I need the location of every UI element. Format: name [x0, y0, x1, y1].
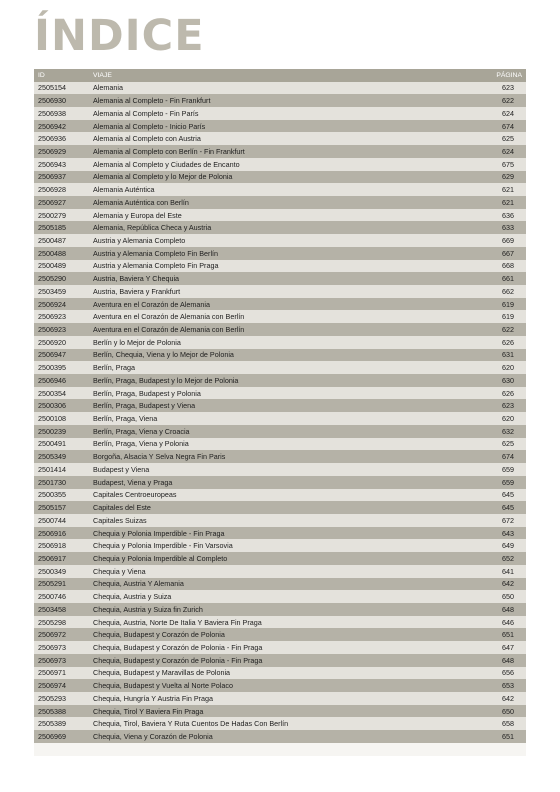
row-id: 2500488 [38, 248, 66, 258]
row-page: 636 [502, 210, 514, 220]
row-page: 625 [502, 439, 514, 449]
row-trip: Berlín, Praga, Budapest y Viena [93, 401, 196, 411]
row-id: 2506943 [38, 159, 66, 169]
column-header-trip: VIAJE [93, 71, 112, 79]
index-table [34, 69, 526, 756]
row-trip: Chequia y Polonia Imperdible - Fin Praga [93, 528, 225, 538]
row-id: 2506974 [38, 681, 66, 691]
row-trip: Budapest, Viena y Praga [93, 477, 173, 487]
table-row [34, 578, 526, 591]
row-page: 631 [502, 350, 514, 360]
row-id: 2505185 [38, 223, 66, 233]
row-page: 656 [502, 668, 514, 678]
row-trip: Alemania al Completo y lo Mejor de Polonia [93, 172, 233, 182]
row-page: 620 [502, 414, 514, 424]
table-row [34, 679, 526, 692]
table-row [34, 158, 526, 171]
row-trip: Alemania y Europa del Este [93, 210, 182, 220]
table-row [34, 107, 526, 120]
row-id: 2506947 [38, 350, 66, 360]
row-id: 2506916 [38, 528, 66, 538]
table-row [34, 285, 526, 298]
row-trip: Chequia, Tirol, Baviera Y Ruta Cuentos De Hadas Con Berlín [93, 719, 289, 729]
row-page: 649 [502, 541, 514, 551]
row-id: 2501730 [38, 477, 66, 487]
table-row [34, 221, 526, 234]
row-id: 2506942 [38, 121, 66, 131]
table-row [34, 641, 526, 654]
table-row [34, 717, 526, 730]
row-id: 2506936 [38, 134, 66, 144]
table-row [34, 272, 526, 285]
table-row [34, 450, 526, 463]
table-row [34, 692, 526, 705]
table-row [34, 234, 526, 247]
row-trip: Alemania Auténtica con Berlín [93, 197, 189, 207]
row-trip: Alemania al Completo con Berlín - Fin Frankfurt [93, 146, 245, 156]
row-page: 674 [502, 121, 514, 131]
row-trip: Aventura en el Corazón de Alemania [93, 299, 210, 309]
row-trip: Budapest y Viena [93, 464, 150, 474]
row-trip: Berlín, Praga, Viena [93, 414, 158, 424]
row-id: 2506973 [38, 655, 66, 665]
row-id: 2500108 [38, 414, 66, 424]
row-id: 2503459 [38, 286, 66, 296]
row-page: 629 [502, 172, 514, 182]
row-page: 623 [502, 83, 514, 93]
column-header-page: PÁGINA [496, 71, 522, 79]
row-page: 625 [502, 134, 514, 144]
row-trip: Chequia, Austria, Norte De Italia Y Baviera Fin Praga [93, 617, 262, 627]
row-page: 645 [502, 490, 514, 500]
row-trip: Berlín, Praga [93, 363, 135, 373]
table-row [34, 667, 526, 680]
row-trip: Borgoña, Alsacia Y Selva Negra Fin Paris [93, 452, 226, 462]
row-id: 2505388 [38, 706, 66, 716]
row-id: 2505349 [38, 452, 66, 462]
table-row [34, 501, 526, 514]
row-id: 2503458 [38, 604, 66, 614]
table-row [34, 336, 526, 349]
row-page: 621 [502, 185, 514, 195]
row-id: 2500491 [38, 439, 66, 449]
row-page: 641 [502, 566, 514, 576]
table-row [34, 94, 526, 107]
row-trip: Berlín y lo Mejor de Polonia [93, 337, 181, 347]
row-page: 667 [502, 248, 514, 258]
row-id: 2506924 [38, 299, 66, 309]
row-id: 2505293 [38, 693, 66, 703]
row-page: 633 [502, 223, 514, 233]
row-page: 624 [502, 108, 514, 118]
row-id: 2505389 [38, 719, 66, 729]
row-id: 2506923 [38, 312, 66, 322]
table-row [34, 514, 526, 527]
table-row [34, 616, 526, 629]
page-title: ÍNDICE [34, 11, 205, 61]
row-page: 669 [502, 235, 514, 245]
table-header [34, 69, 526, 82]
row-trip: Alemania [93, 83, 123, 93]
table-row [34, 171, 526, 184]
row-trip: Alemania al Completo - Fin Frankfurt [93, 96, 211, 106]
row-page: 630 [502, 375, 514, 385]
row-trip: Chequia, Budapest y Maravillas de Polonia [93, 668, 231, 678]
row-page: 623 [502, 401, 514, 411]
row-id: 2505154 [38, 83, 66, 93]
row-page: 668 [502, 261, 514, 271]
row-trip: Capitales Centroeuropeas [93, 490, 177, 500]
table-row [34, 539, 526, 552]
table-row [34, 196, 526, 209]
row-id: 2506917 [38, 553, 66, 563]
row-page: 653 [502, 681, 514, 691]
table-row [34, 374, 526, 387]
row-id: 2506971 [38, 668, 66, 678]
table-row [34, 425, 526, 438]
row-id: 2506973 [38, 642, 66, 652]
table-row [34, 145, 526, 158]
row-id: 2506938 [38, 108, 66, 118]
row-id: 2500355 [38, 490, 66, 500]
row-id: 2506929 [38, 146, 66, 156]
row-trip: Austria, Baviera Y Chequia [93, 274, 180, 284]
row-trip: Austria y Alemania Completo [93, 235, 186, 245]
row-page: 674 [502, 452, 514, 462]
row-page: 642 [502, 579, 514, 589]
row-trip: Berlín, Praga, Budapest y Polonia [93, 388, 201, 398]
row-trip: Capitales del Este [93, 503, 151, 513]
row-page: 646 [502, 617, 514, 627]
column-header-id: ID [38, 71, 45, 79]
row-trip: Chequia, Budapest y Corazón de Polonia - Fin Praga [93, 642, 263, 652]
table-row [34, 730, 526, 743]
table-row [34, 361, 526, 374]
table-row [34, 387, 526, 400]
row-trip: Aventura en el Corazón de Alemania con Berlín [93, 312, 245, 322]
table-row [34, 489, 526, 502]
row-trip: Berlín, Praga, Budapest y lo Mejor de Polonia [93, 375, 239, 385]
row-id: 2500279 [38, 210, 66, 220]
row-id: 2506923 [38, 325, 66, 335]
table-row [34, 120, 526, 133]
row-trip: Alemania al Completo - Fin París [93, 108, 199, 118]
row-page: 626 [502, 388, 514, 398]
row-page: 620 [502, 363, 514, 373]
table-row [34, 654, 526, 667]
row-page: 672 [502, 515, 514, 525]
row-page: 662 [502, 286, 514, 296]
table-row [34, 183, 526, 196]
row-trip: Chequia, Tirol Y Baviera Fin Praga [93, 706, 204, 716]
row-id: 2506927 [38, 197, 66, 207]
row-page: 648 [502, 604, 514, 614]
row-trip: Capitales Suizas [93, 515, 147, 525]
table-body [34, 82, 526, 743]
row-trip: Alemania, República Checa y Austria [93, 223, 212, 233]
row-id: 2506972 [38, 630, 66, 640]
row-page: 619 [502, 312, 514, 322]
row-trip: Berlín, Chequia, Viena y lo Mejor de Polonia [93, 350, 234, 360]
table-row [34, 298, 526, 311]
row-id: 2505298 [38, 617, 66, 627]
table-row [34, 628, 526, 641]
row-page: 659 [502, 477, 514, 487]
row-page: 622 [502, 96, 514, 106]
row-page: 652 [502, 553, 514, 563]
row-page: 650 [502, 706, 514, 716]
row-trip: Austria y Alemania Completo Fin Praga [93, 261, 219, 271]
row-id: 2500487 [38, 235, 66, 245]
row-trip: Chequia, Budapest y Vuelta al Norte Polaco [93, 681, 233, 691]
table-row [34, 552, 526, 565]
row-page: 651 [502, 630, 514, 640]
row-id: 2505157 [38, 503, 66, 513]
row-trip: Chequia y Viena [93, 566, 146, 576]
row-id: 2506937 [38, 172, 66, 182]
table-row [34, 527, 526, 540]
row-page: 651 [502, 732, 514, 742]
table-row [34, 323, 526, 336]
table-row [34, 247, 526, 260]
table-row [34, 82, 526, 95]
row-page: 661 [502, 274, 514, 284]
row-id: 2500744 [38, 515, 66, 525]
row-id: 2500239 [38, 426, 66, 436]
table-row [34, 399, 526, 412]
table-row [34, 705, 526, 718]
row-trip: Berlín, Praga, Viena y Croacia [93, 426, 190, 436]
row-id: 2500354 [38, 388, 66, 398]
row-page: 675 [502, 159, 514, 169]
row-trip: Austria y Alemania Completo Fin Berlín [93, 248, 219, 258]
table-row [34, 438, 526, 451]
row-trip: Chequia, Austria Y Alemania [93, 579, 184, 589]
row-trip: Aventura en el Corazón de Alemania con Berlín [93, 325, 245, 335]
row-page: 626 [502, 337, 514, 347]
table-row [34, 590, 526, 603]
row-id: 2500349 [38, 566, 66, 576]
row-trip: Alemania al Completo con Austria [93, 134, 201, 144]
table-row [34, 603, 526, 616]
row-page: 643 [502, 528, 514, 538]
table-row [34, 310, 526, 323]
row-trip: Alemania al Completo - Inicio París [93, 121, 206, 131]
table-row [34, 463, 526, 476]
row-page: 658 [502, 719, 514, 729]
row-trip: Chequia y Polonia Imperdible - Fin Varsovia [93, 541, 233, 551]
row-id: 2505290 [38, 274, 66, 284]
row-page: 632 [502, 426, 514, 436]
row-trip: Chequia, Budapest y Corazón de Polonia [93, 630, 225, 640]
table-footer-band [34, 743, 526, 756]
row-trip: Alemania al Completo y Ciudades de Encanto [93, 159, 240, 169]
row-id: 2506946 [38, 375, 66, 385]
row-id: 2506928 [38, 185, 66, 195]
row-page: 622 [502, 325, 514, 335]
row-page: 647 [502, 642, 514, 652]
table-row [34, 260, 526, 273]
row-page: 645 [502, 503, 514, 513]
row-id: 2500746 [38, 592, 66, 602]
row-trip: Austria, Baviera y Frankfurt [93, 286, 181, 296]
row-id: 2506918 [38, 541, 66, 551]
row-trip: Chequia y Polonia Imperdible al Completo [93, 553, 228, 563]
row-page: 642 [502, 693, 514, 703]
row-trip: Chequia, Viena y Corazón de Polonia [93, 732, 213, 742]
row-page: 619 [502, 299, 514, 309]
row-page: 659 [502, 464, 514, 474]
table-row [34, 565, 526, 578]
table-row [34, 412, 526, 425]
row-trip: Chequia, Austria y Suiza fin Zurich [93, 604, 203, 614]
row-id: 2505291 [38, 579, 66, 589]
row-page: 648 [502, 655, 514, 665]
row-trip: Berlín, Praga, Viena y Polonia [93, 439, 189, 449]
row-trip: Chequia, Austria y Suiza [93, 592, 172, 602]
row-id: 2500395 [38, 363, 66, 373]
row-id: 2500489 [38, 261, 66, 271]
row-trip: Chequia, Budapest y Corazón de Polonia - Fin Praga [93, 655, 263, 665]
row-id: 2506969 [38, 732, 66, 742]
row-id: 2506930 [38, 96, 66, 106]
row-page: 650 [502, 592, 514, 602]
row-id: 2506920 [38, 337, 66, 347]
row-trip: Alemania Auténtica [93, 185, 155, 195]
table-row [34, 132, 526, 145]
row-id: 2500306 [38, 401, 66, 411]
table-row [34, 476, 526, 489]
table-row [34, 209, 526, 222]
table-row [34, 349, 526, 362]
row-page: 624 [502, 146, 514, 156]
row-id: 2501414 [38, 464, 66, 474]
row-page: 621 [502, 197, 514, 207]
row-trip: Chequia, Hungría Y Austria Fin Praga [93, 693, 213, 703]
